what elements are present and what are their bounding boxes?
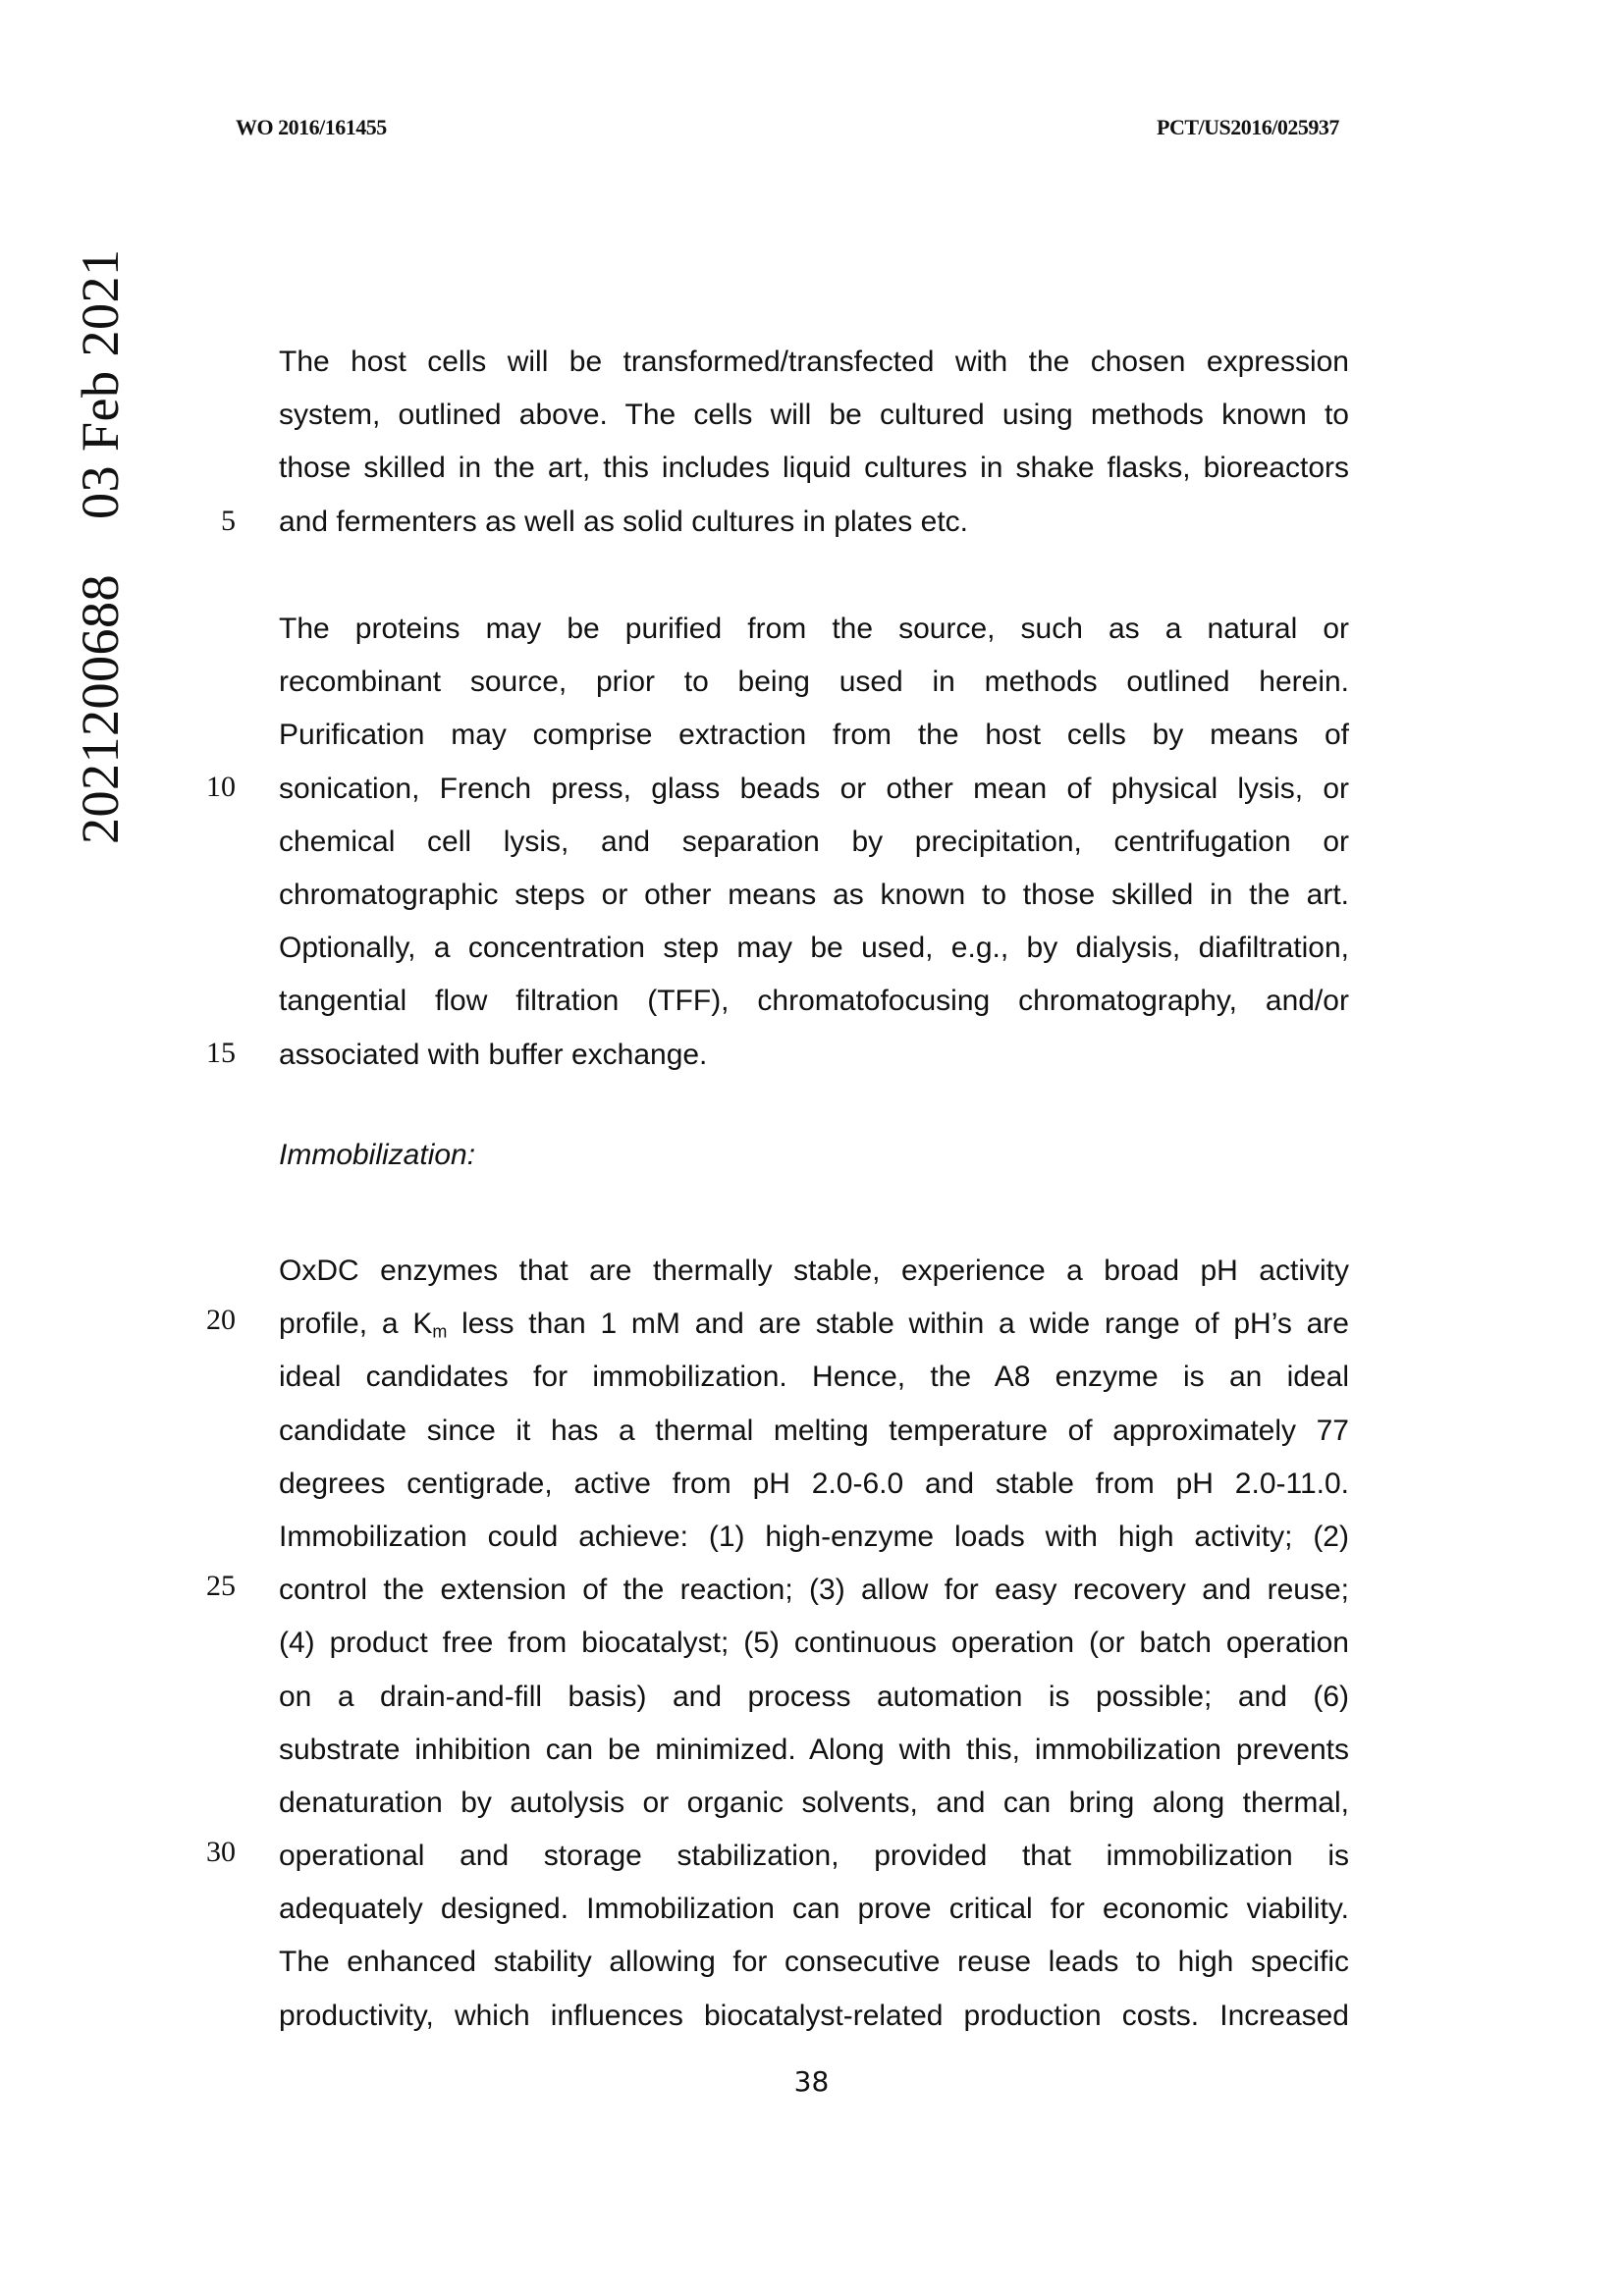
side-filing-stamp — [71, 196, 130, 844]
text-line: operational and storage stabilization, provided that immobilization is — [279, 1840, 1349, 1873]
text-line: recombinant source, prior to being used in methods outlined herein. — [279, 666, 1349, 699]
text-line: candidate since it has a thermal melting temperature of approximately 77 — [279, 1414, 1349, 1447]
text-line: and fermenters as well as solid cultures in plates etc. — [279, 505, 968, 538]
text-line: substrate inhibition can be minimized. Along with this, immobilization prevents — [279, 1733, 1349, 1766]
text-line-km: profile, a $K_m$ less than 1 mM and are stable within a wide range of pH’s are — [279, 1308, 1349, 1342]
text-line: OxDC enzymes that are thermally stable, experience a broad pH activity — [279, 1255, 1349, 1287]
section-heading-immobilization: Immobilization: — [279, 1139, 476, 1171]
km-subscript: m — [432, 1321, 448, 1342]
paragraph-purification — [279, 603, 1349, 1082]
text-line: The host cells will be transformed/transfected with the chosen expression — [279, 346, 1349, 378]
text-line: Immobilization could achieve: (1) high-enzyme loads with high activity; (2) — [279, 1520, 1349, 1553]
text-line: tangential flow filtration (TFF), chromatofocusing chromatography, and/or — [279, 985, 1349, 1018]
text-line: The proteins may be purified from the source, such as a natural or — [279, 613, 1349, 645]
side-stamp-text: 2021200688 03 Feb 2021 — [71, 248, 130, 844]
text-line: associated with buffer exchange. — [279, 1038, 708, 1071]
paragraph-immobilization — [279, 1245, 1349, 2043]
application-number: PCT/US2016/025937 — [1157, 115, 1339, 139]
text-line: chromatographic steps or other means as known to those skilled in the art. — [279, 878, 1349, 911]
text-line: those skilled in the art, this includes liquid cultures in shake flasks, bioreactors — [279, 452, 1349, 485]
text-line: sonication, French press, glass beads or other mean of physical lysis, or — [279, 772, 1349, 805]
text-line: denaturation by autolysis or organic solvents, and can bring along thermal, — [279, 1786, 1349, 1819]
text-line: on a drain-and-fill basis) and process automation is possible; and (6) — [279, 1680, 1349, 1713]
text-line: chemical cell lysis, and separation by precipitation, centrifugation or — [279, 825, 1349, 858]
line-number: 30 — [206, 1836, 236, 1868]
line-number: 20 — [206, 1304, 236, 1336]
text-line: adequately designed. Immobilization can prove critical for economic viability. — [279, 1893, 1349, 1926]
line-number: 5 — [221, 505, 236, 537]
text-line: control the extension of the reaction; (3) allow for easy recovery and reuse; — [279, 1574, 1349, 1607]
page-number: 38 — [793, 2065, 830, 2098]
line-number: 10 — [206, 771, 236, 803]
text-line: (4) product free from biocatalyst; (5) continuous operation (or batch operation — [279, 1627, 1349, 1660]
line-number: 25 — [206, 1570, 236, 1602]
text-line: ideal candidates for immobilization. Hence, the A8 enzyme is an ideal — [279, 1361, 1349, 1394]
paragraph-host-cells — [279, 336, 1349, 549]
text-line: Purification may comprise extraction from the host cells by means of — [279, 719, 1349, 752]
text-line: system, outlined above. The cells will be cultured using methods known to — [279, 399, 1349, 432]
line-number: 15 — [206, 1037, 236, 1069]
publication-number: WO 2016/161455 — [236, 115, 387, 139]
text-line: The enhanced stability allowing for consecutive reuse leads to high specific — [279, 1946, 1349, 1979]
text-line: productivity, which influences biocatalyst-related production costs. Increased — [279, 1999, 1349, 2032]
text-line: degrees centigrade, active from pH 2.0-6.0 and stable from pH 2.0-11.0. — [279, 1467, 1349, 1500]
text-line: Optionally, a concentration step may be used, e.g., by dialysis, diafiltration, — [279, 932, 1349, 965]
